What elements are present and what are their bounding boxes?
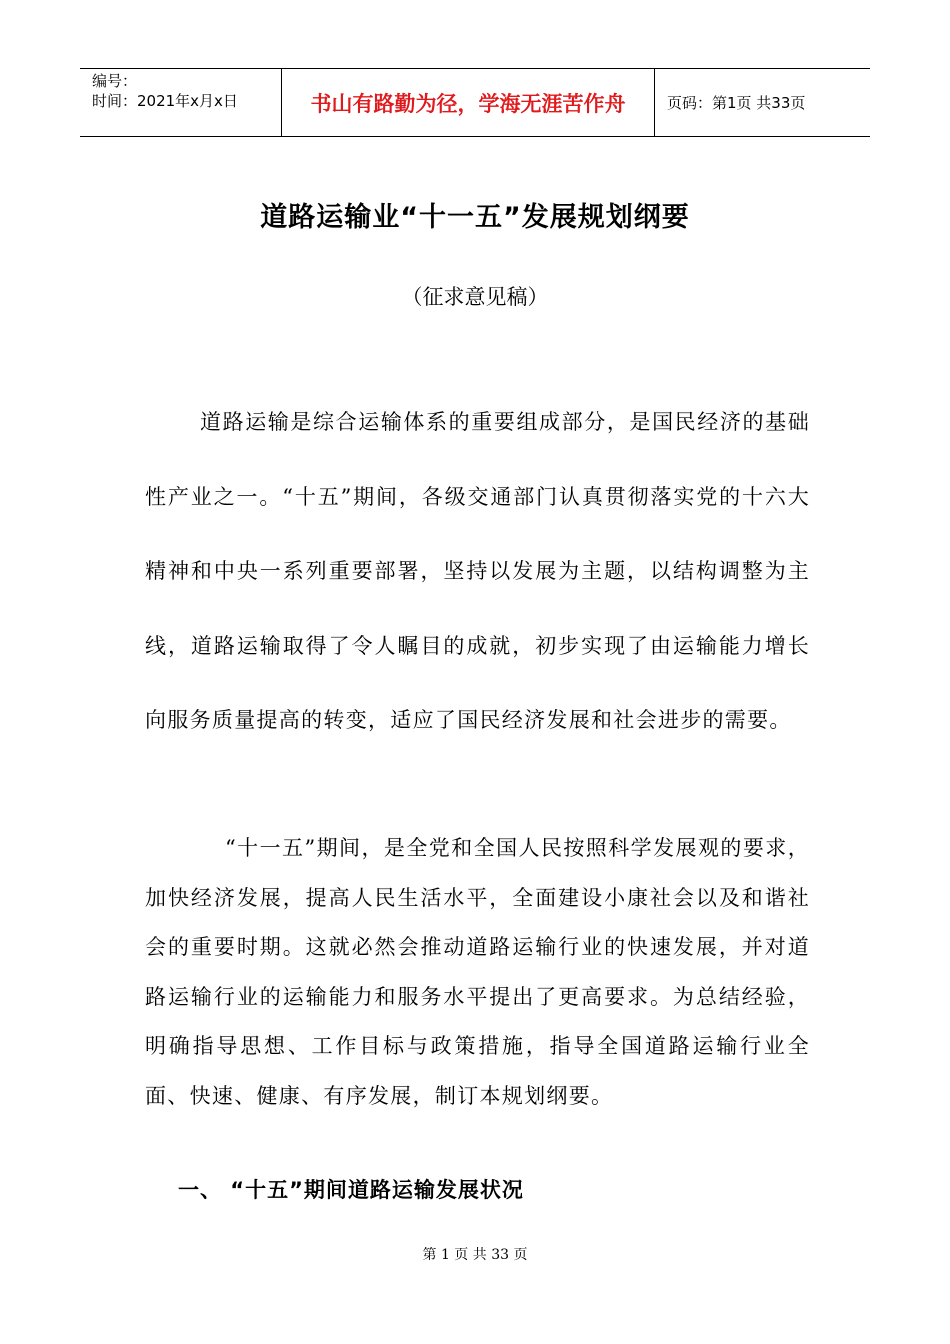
date-label: 时间：2021年x月x日 [92,92,238,110]
document-subtitle: （征求意见稿） [401,285,549,309]
number-label: 编号： [92,72,138,90]
page-footer: 第 1 页 共 33 页 [422,1247,528,1263]
document-title: 道路运输业“十一五”发展规划纲要 [260,202,690,233]
header-page-info: 页码：第1页 共33页 [667,94,806,112]
paragraph-2: “十一五”期间，是全党和全国人民按照科学发展观的要求，加快经济发展，提高人民生活水平，全面建设小康社会以及和谐社会的重要时期。这就必然会推动道路运输行业的快速发展，并对道路运输行业的运输能力和服务水平提出了更高要求。为总结经验，明确指导思想、工作目标与政策措施，指导全国道路运输行业全面、快速、健康、有序发展，制订本规划纲要。 [145,836,810,1108]
header-motto: 书山有路勤为径，学海无涯苦作舟 [282,69,655,136]
page-header [80,68,870,137]
section-heading: 一、 “十五”期间道路运输发展状况 [178,1178,524,1202]
paragraph-1: 道路运输是综合运输体系的重要组成部分，是国民经济的基础性产业之一。“十五”期间，各级交通部门认真贯彻落实党的十六大精神和中央一系列重要部署，坚持以发展为主题，以结构调整为主线，道路运输取得了令人瞩目的成就，初步实现了由运输能力增长向服务质量提高的转变，适应了国民经济发展和社会进步的需要。 [145,410,810,733]
header-meta [80,69,282,136]
